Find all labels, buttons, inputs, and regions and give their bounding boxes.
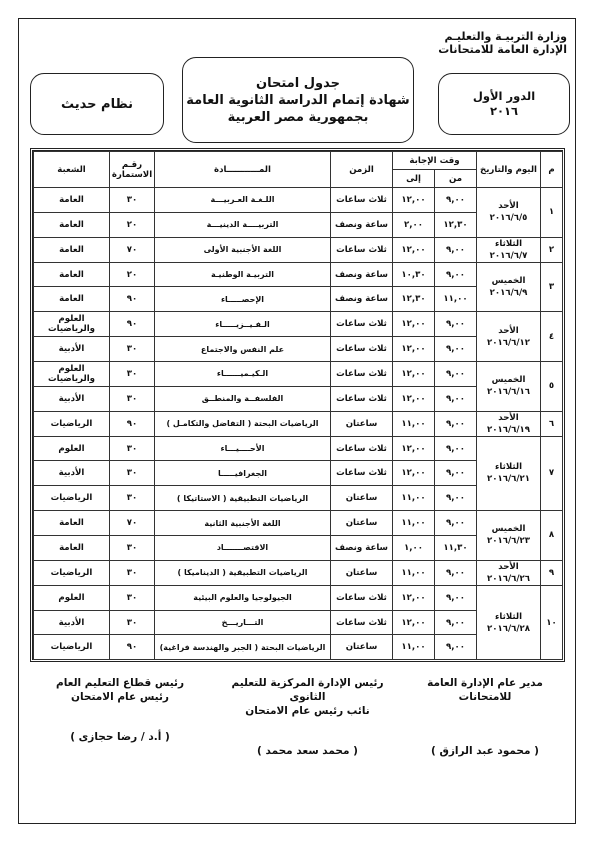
table-row (34, 188, 563, 213)
subject-name: الاقتصـــــــاد (155, 535, 331, 560)
end-time: ١٢,٠٠ (393, 386, 435, 411)
ministry-header (438, 30, 567, 56)
subject-name: الإحصـــــاء (155, 287, 331, 312)
table-row (34, 411, 563, 436)
subject-name: الرياضيات التطبيقية ( الديناميكا ) (155, 560, 331, 585)
day-date-cell (477, 188, 541, 238)
duration: ثلاث ساعات (331, 337, 393, 362)
day-date-cell (477, 312, 541, 362)
start-time: ١٢,٣٠ (435, 212, 477, 237)
signature-middle (215, 676, 400, 758)
signature-right-name: ( محمود عبد الرازق ) (431, 745, 539, 757)
table-row (34, 560, 563, 585)
signature-left-title-1: رئيس قطاع التعليم العام (56, 677, 184, 689)
duration: ساعتان (331, 635, 393, 660)
system-label: نظام حديث (61, 96, 134, 112)
start-time: ١١,٠٠ (435, 287, 477, 312)
duration: ساعتان (331, 411, 393, 436)
subject-name: اللغة الأجنبية الثانية (155, 511, 331, 536)
table-row (34, 237, 563, 262)
end-time: ١١,٠٠ (393, 411, 435, 436)
schedule-table-frame (30, 148, 565, 662)
exam-date: ٢٠١٦/٦/٢١ (487, 474, 531, 485)
end-time: ١٢,٠٠ (393, 188, 435, 213)
end-time: ١١,٠٠ (393, 560, 435, 585)
form-number: ٩٠ (110, 411, 155, 436)
day-date-cell (477, 411, 541, 436)
header-to: إلى (393, 170, 435, 188)
duration: ساعة ونصف (331, 262, 393, 287)
start-time: ٩,٠٠ (435, 635, 477, 660)
form-number: ٣٠ (110, 436, 155, 461)
duration: ساعتان (331, 486, 393, 511)
form-number: ٣٠ (110, 386, 155, 411)
signature-middle-title-2: نائب رئيس عام الامتحان (245, 705, 370, 717)
table-row (34, 436, 563, 461)
end-time: ١٢,٠٠ (393, 461, 435, 486)
table-row (34, 511, 563, 536)
form-number: ٩٠ (110, 312, 155, 337)
branch-name: الأدبية (34, 610, 110, 635)
start-time: ٩,٠٠ (435, 262, 477, 287)
form-number: ٣٠ (110, 188, 155, 213)
form-number: ٢٠ (110, 262, 155, 287)
round-label: الدور الأول (472, 89, 536, 103)
branch-name: العلوم والرياضيات (34, 312, 110, 337)
schedule-body (34, 188, 563, 660)
branch-name: الرياضيات (34, 486, 110, 511)
title-box (182, 57, 414, 143)
table-row (34, 262, 563, 287)
row-number: ٣ (541, 262, 563, 312)
exam-date: ٢٠١٦/٦/٢٨ (487, 623, 531, 634)
day-name: الأحد (498, 412, 519, 423)
day-name: الأحد (498, 561, 519, 572)
duration: ثلاث ساعات (331, 188, 393, 213)
duration: ثلاث ساعات (331, 585, 393, 610)
day-date-cell (477, 511, 541, 561)
subject-name: علم النفس والاجتماع (155, 337, 331, 362)
form-number: ٢٠ (110, 212, 155, 237)
round-box (438, 73, 570, 135)
day-name: الثلاثاء (494, 462, 523, 473)
branch-name: العلوم (34, 436, 110, 461)
subject-name: الـفـيــزيـــــاء (155, 312, 331, 337)
subject-name: الـكيـميــــــاء (155, 361, 331, 386)
form-number: ٣٠ (110, 585, 155, 610)
end-time: ١٢,٠٠ (393, 585, 435, 610)
branch-name: العلوم والرياضيات (34, 361, 110, 386)
start-time: ١١,٣٠ (435, 535, 477, 560)
row-number: ٢ (541, 237, 563, 262)
title-line-1: جدول امتحان (256, 75, 340, 91)
duration: ثلاث ساعات (331, 610, 393, 635)
form-number: ٣٠ (110, 610, 155, 635)
signature-left-title-2: رئيس عام الامتحان (71, 691, 169, 703)
start-time: ٩,٠٠ (435, 411, 477, 436)
branch-name: الأدبية (34, 386, 110, 411)
row-number: ١ (541, 188, 563, 238)
schedule-table (33, 151, 563, 660)
duration: ثلاث ساعات (331, 436, 393, 461)
start-time: ٩,٠٠ (435, 585, 477, 610)
branch-name: العامة (34, 237, 110, 262)
row-number: ٩ (541, 560, 563, 585)
end-time: ٢,٠٠ (393, 212, 435, 237)
start-time: ٩,٠٠ (435, 610, 477, 635)
branch-name: العامة (34, 287, 110, 312)
branch-name: العامة (34, 511, 110, 536)
form-number: ٣٠ (110, 361, 155, 386)
row-number: ٧ (541, 436, 563, 510)
day-date-cell (477, 262, 541, 312)
form-number: ٣٠ (110, 461, 155, 486)
duration: ساعة ونصف (331, 535, 393, 560)
start-time: ٩,٠٠ (435, 486, 477, 511)
form-number: ٣٠ (110, 535, 155, 560)
duration: ساعتان (331, 560, 393, 585)
start-time: ٩,٠٠ (435, 337, 477, 362)
form-number: ٧٠ (110, 511, 155, 536)
signature-middle-name: ( محمد سعد محمد ) (257, 745, 358, 757)
exam-date: ٢٠١٦/٦/١٩ (487, 424, 531, 435)
branch-name: الأدبية (34, 461, 110, 486)
end-time: ١,٠٠ (393, 535, 435, 560)
row-number: ٦ (541, 411, 563, 436)
subject-name: الجغرافيـــــا (155, 461, 331, 486)
day-name: الثلاثاء (494, 611, 523, 622)
day-date-cell (477, 361, 541, 411)
subject-name: التربيـة الوطنيـة (155, 262, 331, 287)
duration: ثلاث ساعات (331, 386, 393, 411)
title-line-3: بجمهورية مصر العربية (227, 109, 369, 125)
subject-name: الجيولوجيا والعلوم البيئية (155, 585, 331, 610)
day-name: الثلاثاء (494, 238, 523, 249)
subject-name: الأحــــيـــاء (155, 436, 331, 461)
header-subject: المـــــــــــادة (155, 152, 331, 188)
table-row (34, 361, 563, 386)
start-time: ٩,٠٠ (435, 461, 477, 486)
signature-middle-title-1: رئيس الإدارة المركزية للتعليم الثانوى (231, 677, 384, 703)
start-time: ٩,٠٠ (435, 386, 477, 411)
form-number: ٣٠ (110, 337, 155, 362)
form-number: ٩٠ (110, 287, 155, 312)
end-time: ١٢,٠٠ (393, 337, 435, 362)
row-number: ٤ (541, 312, 563, 362)
branch-name: العامة (34, 212, 110, 237)
end-time: ١٢,٠٠ (393, 610, 435, 635)
header-duration: الزمن (331, 152, 393, 188)
subject-name: التـــاريـــخ (155, 610, 331, 635)
day-name: الأحد (498, 201, 519, 212)
signature-left-name: ( أ.د / رضا حجازى ) (70, 731, 170, 743)
branch-name: العامة (34, 188, 110, 213)
branch-name: الرياضيات (34, 560, 110, 585)
subject-name: اللـغـة العـربيـــة (155, 188, 331, 213)
duration: ثلاث ساعات (331, 312, 393, 337)
duration: ثلاث ساعات (331, 237, 393, 262)
duration: ساعتان (331, 511, 393, 536)
form-number: ٣٠ (110, 560, 155, 585)
day-date-cell (477, 585, 541, 659)
exam-date: ٢٠١٦/٦/٧ (489, 250, 528, 261)
day-name: الخميس (491, 275, 526, 286)
day-name: الأحد (498, 325, 519, 336)
duration: ساعة ونصف (331, 212, 393, 237)
start-time: ٩,٠٠ (435, 237, 477, 262)
subject-name: الرياضيات البحتة ( التفاضل والتكامـل ) (155, 411, 331, 436)
subject-name: التربيــــة الدينيـــة (155, 212, 331, 237)
start-time: ٩,٠٠ (435, 361, 477, 386)
title-line-2: شهادة إتمام الدراسة الثانوية العامة (186, 92, 410, 108)
branch-name: الرياضيات (34, 635, 110, 660)
table-row (34, 312, 563, 337)
end-time: ١١,٠٠ (393, 486, 435, 511)
department-name: الإدارة العامة للامتحانات (438, 43, 567, 56)
end-time: ١١,٠٠ (393, 511, 435, 536)
row-number: ٥ (541, 361, 563, 411)
end-time: ١٢,٠٠ (393, 436, 435, 461)
header-from: من (435, 170, 477, 188)
subject-name: الرياضيات البحتة ( الجبر والهندسة فراغية) (155, 635, 331, 660)
exam-date: ٢٠١٦/٦/١٢ (487, 337, 531, 348)
header-time-window: وقت الإجابة (393, 152, 477, 170)
row-number: ٨ (541, 511, 563, 561)
end-time: ١٢,٠٠ (393, 361, 435, 386)
day-date-cell (477, 237, 541, 262)
start-time: ٩,٠٠ (435, 511, 477, 536)
end-time: ١٢,٠٠ (393, 312, 435, 337)
exam-date: ٢٠١٦/٦/٢٣ (487, 536, 531, 547)
start-time: ٩,٠٠ (435, 560, 477, 585)
exam-date: ٢٠١٦/٦/١٦ (487, 387, 531, 398)
header-form: رقـم الاستمارة (110, 152, 155, 188)
start-time: ٩,٠٠ (435, 188, 477, 213)
form-number: ٣٠ (110, 486, 155, 511)
start-time: ٩,٠٠ (435, 312, 477, 337)
row-number: ١٠ (541, 585, 563, 659)
signature-right-title: مدير عام الإدارة العامة للامتحانات (427, 677, 543, 703)
end-time: ١٠,٣٠ (393, 262, 435, 287)
system-box (30, 73, 164, 135)
form-number: ٩٠ (110, 635, 155, 660)
day-name: الخميس (491, 375, 526, 386)
signature-right (400, 676, 570, 758)
header-branch: الشعبة (34, 152, 110, 188)
day-date-cell (477, 436, 541, 510)
subject-name: الفلسفــة والمنطــق (155, 386, 331, 411)
subject-name: اللغة الأجنبية الأولى (155, 237, 331, 262)
duration: ثلاث ساعات (331, 361, 393, 386)
branch-name: العلوم (34, 585, 110, 610)
end-time: ١٢,٣٠ (393, 287, 435, 312)
duration: ساعة ونصف (331, 287, 393, 312)
branch-name: العامة (34, 535, 110, 560)
table-row (34, 585, 563, 610)
form-number: ٧٠ (110, 237, 155, 262)
duration: ثلاث ساعات (331, 461, 393, 486)
branch-name: العامة (34, 262, 110, 287)
header-day: اليوم والتاريخ (477, 152, 541, 188)
day-name: الخميس (491, 524, 526, 535)
exam-date: ٢٠١٦/٦/٥ (489, 213, 528, 224)
exam-date: ٢٠١٦/٦/٩ (489, 287, 528, 298)
end-time: ١٢,٠٠ (393, 237, 435, 262)
branch-name: الأدبية (34, 337, 110, 362)
signature-left (40, 676, 200, 744)
year-label: ٢٠١٦ (489, 104, 519, 118)
branch-name: الرياضيات (34, 411, 110, 436)
exam-date: ٢٠١٦/٦/٢٦ (487, 573, 531, 584)
start-time: ٩,٠٠ (435, 436, 477, 461)
day-date-cell (477, 560, 541, 585)
ministry-name: وزارة التربيـة والتعليـم (444, 30, 567, 43)
subject-name: الرياضيات التطبيقية ( الاستاتيكا ) (155, 486, 331, 511)
end-time: ١١,٠٠ (393, 635, 435, 660)
header-num: م (541, 152, 563, 188)
